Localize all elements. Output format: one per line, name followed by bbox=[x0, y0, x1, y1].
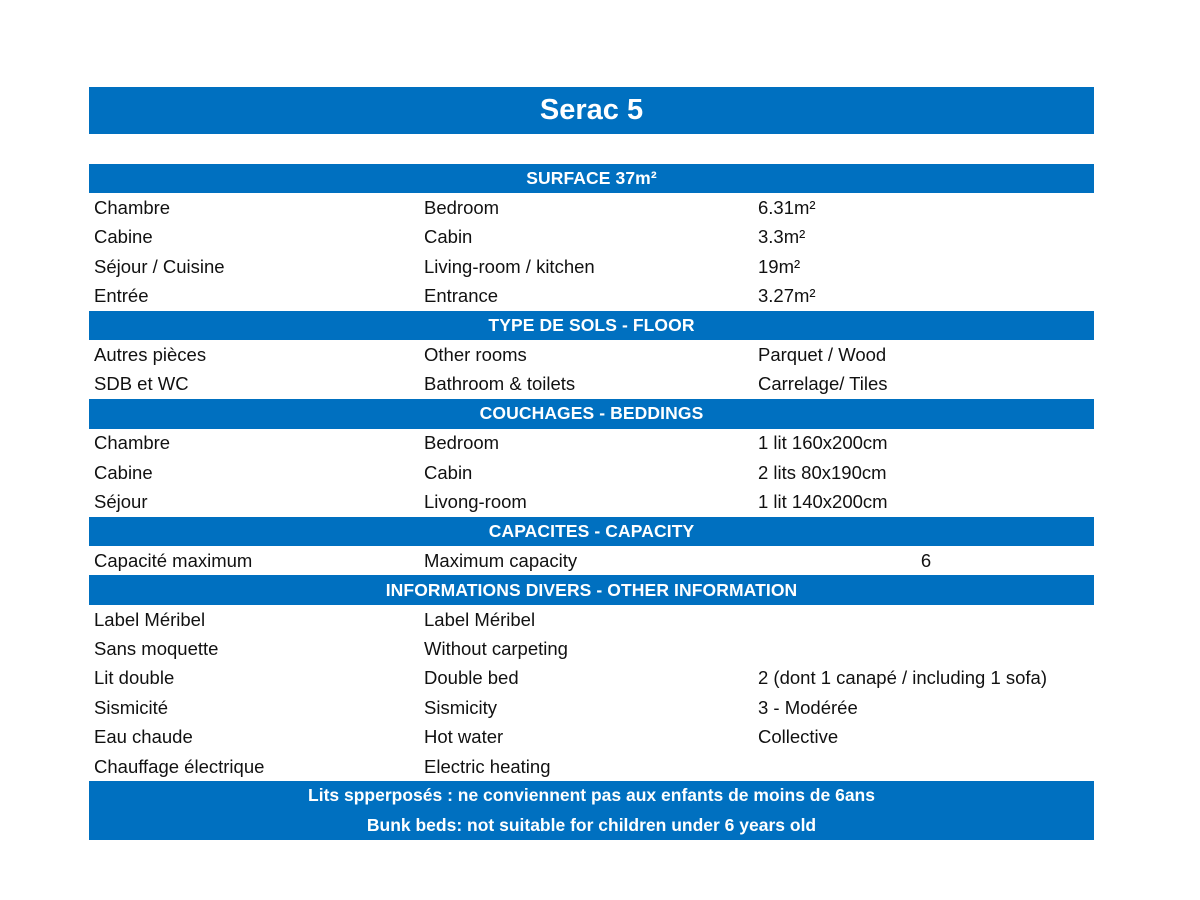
cell-french: Label Méribel bbox=[94, 608, 206, 630]
cell-english: Maximum capacity bbox=[424, 549, 578, 571]
cell-english: Living-room / kitchen bbox=[424, 255, 595, 277]
cell-value: Parquet / Wood bbox=[758, 344, 887, 366]
cell-french: Séjour / Cuisine bbox=[94, 255, 225, 277]
cell-value: 1 lit 160x200cm bbox=[758, 432, 888, 454]
cell-value: 6.31m² bbox=[758, 197, 816, 219]
cell-value: 2 lits 80x190cm bbox=[758, 461, 887, 483]
cell-english: Electric heating bbox=[424, 755, 551, 777]
cell-french: Chauffage électrique bbox=[94, 755, 265, 777]
table-row bbox=[89, 752, 1094, 781]
cell-french: Chambre bbox=[94, 432, 171, 454]
cell-english: Bedroom bbox=[424, 432, 500, 454]
bunk-bed-warning bbox=[89, 781, 1094, 840]
table-row bbox=[89, 634, 1094, 663]
table-row bbox=[89, 282, 1094, 311]
cell-value: 3 - Modérée bbox=[758, 696, 858, 718]
table-row bbox=[89, 429, 1094, 458]
cell-english: Bathroom & toilets bbox=[424, 373, 576, 395]
section-header-beddings: COUCHAGES - BEDDINGS bbox=[89, 399, 1094, 428]
cell-value: 2 (dont 1 canapé / including 1 sofa) bbox=[758, 667, 1047, 689]
cell-french: Chambre bbox=[94, 197, 171, 219]
table-row bbox=[89, 458, 1094, 487]
table-row bbox=[89, 487, 1094, 516]
table-row bbox=[89, 193, 1094, 222]
cell-french: Capacité maximum bbox=[94, 549, 253, 571]
section-header-floor: TYPE DE SOLS - FLOOR bbox=[89, 311, 1094, 340]
table-row bbox=[89, 722, 1094, 751]
cell-french: Sismicité bbox=[94, 696, 169, 718]
cell-french: Entrée bbox=[94, 285, 149, 307]
table-row bbox=[89, 546, 1094, 575]
table-row bbox=[89, 223, 1094, 252]
cell-value: 6 bbox=[920, 549, 932, 571]
table-row bbox=[89, 605, 1094, 634]
warning-french: Lits spperposés : ne conviennent pas aux enfants de moins de 6ans bbox=[308, 785, 875, 806]
cell-english: Cabin bbox=[424, 461, 473, 483]
warning-english: Bunk beds: not suitable for children under 6 years old bbox=[366, 814, 817, 835]
cell-french: Cabine bbox=[94, 226, 153, 248]
page-title: Serac 5 bbox=[89, 87, 1094, 134]
cell-english: Bedroom bbox=[424, 197, 500, 219]
table-row bbox=[89, 340, 1094, 369]
cell-french: Cabine bbox=[94, 461, 153, 483]
cell-french: Séjour bbox=[94, 490, 148, 512]
cell-english: Hot water bbox=[424, 726, 504, 748]
cell-value: Collective bbox=[758, 726, 839, 748]
section-header-other-information: INFORMATIONS DIVERS - OTHER INFORMATION bbox=[89, 575, 1094, 604]
section-header-surface: SURFACE 37m² bbox=[89, 164, 1094, 193]
cell-french: Eau chaude bbox=[94, 726, 193, 748]
section-header-capacity: CAPACITES - CAPACITY bbox=[89, 517, 1094, 546]
cell-value: 1 lit 140x200cm bbox=[758, 490, 888, 512]
apartment-info-table bbox=[89, 164, 1094, 840]
cell-value: 3.27m² bbox=[758, 285, 816, 307]
cell-value: 3.3m² bbox=[758, 226, 806, 248]
cell-value: 19m² bbox=[758, 255, 801, 277]
table-row bbox=[89, 664, 1094, 693]
table-row bbox=[89, 252, 1094, 281]
cell-english: Without carpeting bbox=[424, 637, 568, 659]
cell-value: Carrelage/ Tiles bbox=[758, 373, 888, 395]
cell-french: SDB et WC bbox=[94, 373, 189, 395]
cell-french: Autres pièces bbox=[94, 344, 207, 366]
cell-english: Cabin bbox=[424, 226, 473, 248]
cell-english: Livong-room bbox=[424, 490, 527, 512]
cell-english: Sismicity bbox=[424, 696, 497, 718]
table-row bbox=[89, 693, 1094, 722]
cell-english: Double bed bbox=[424, 667, 519, 689]
cell-english: Entrance bbox=[424, 285, 499, 307]
table-row bbox=[89, 370, 1094, 399]
cell-english: Other rooms bbox=[424, 344, 527, 366]
cell-french: Lit double bbox=[94, 667, 175, 689]
cell-english: Label Méribel bbox=[424, 608, 536, 630]
cell-french: Sans moquette bbox=[94, 637, 219, 659]
